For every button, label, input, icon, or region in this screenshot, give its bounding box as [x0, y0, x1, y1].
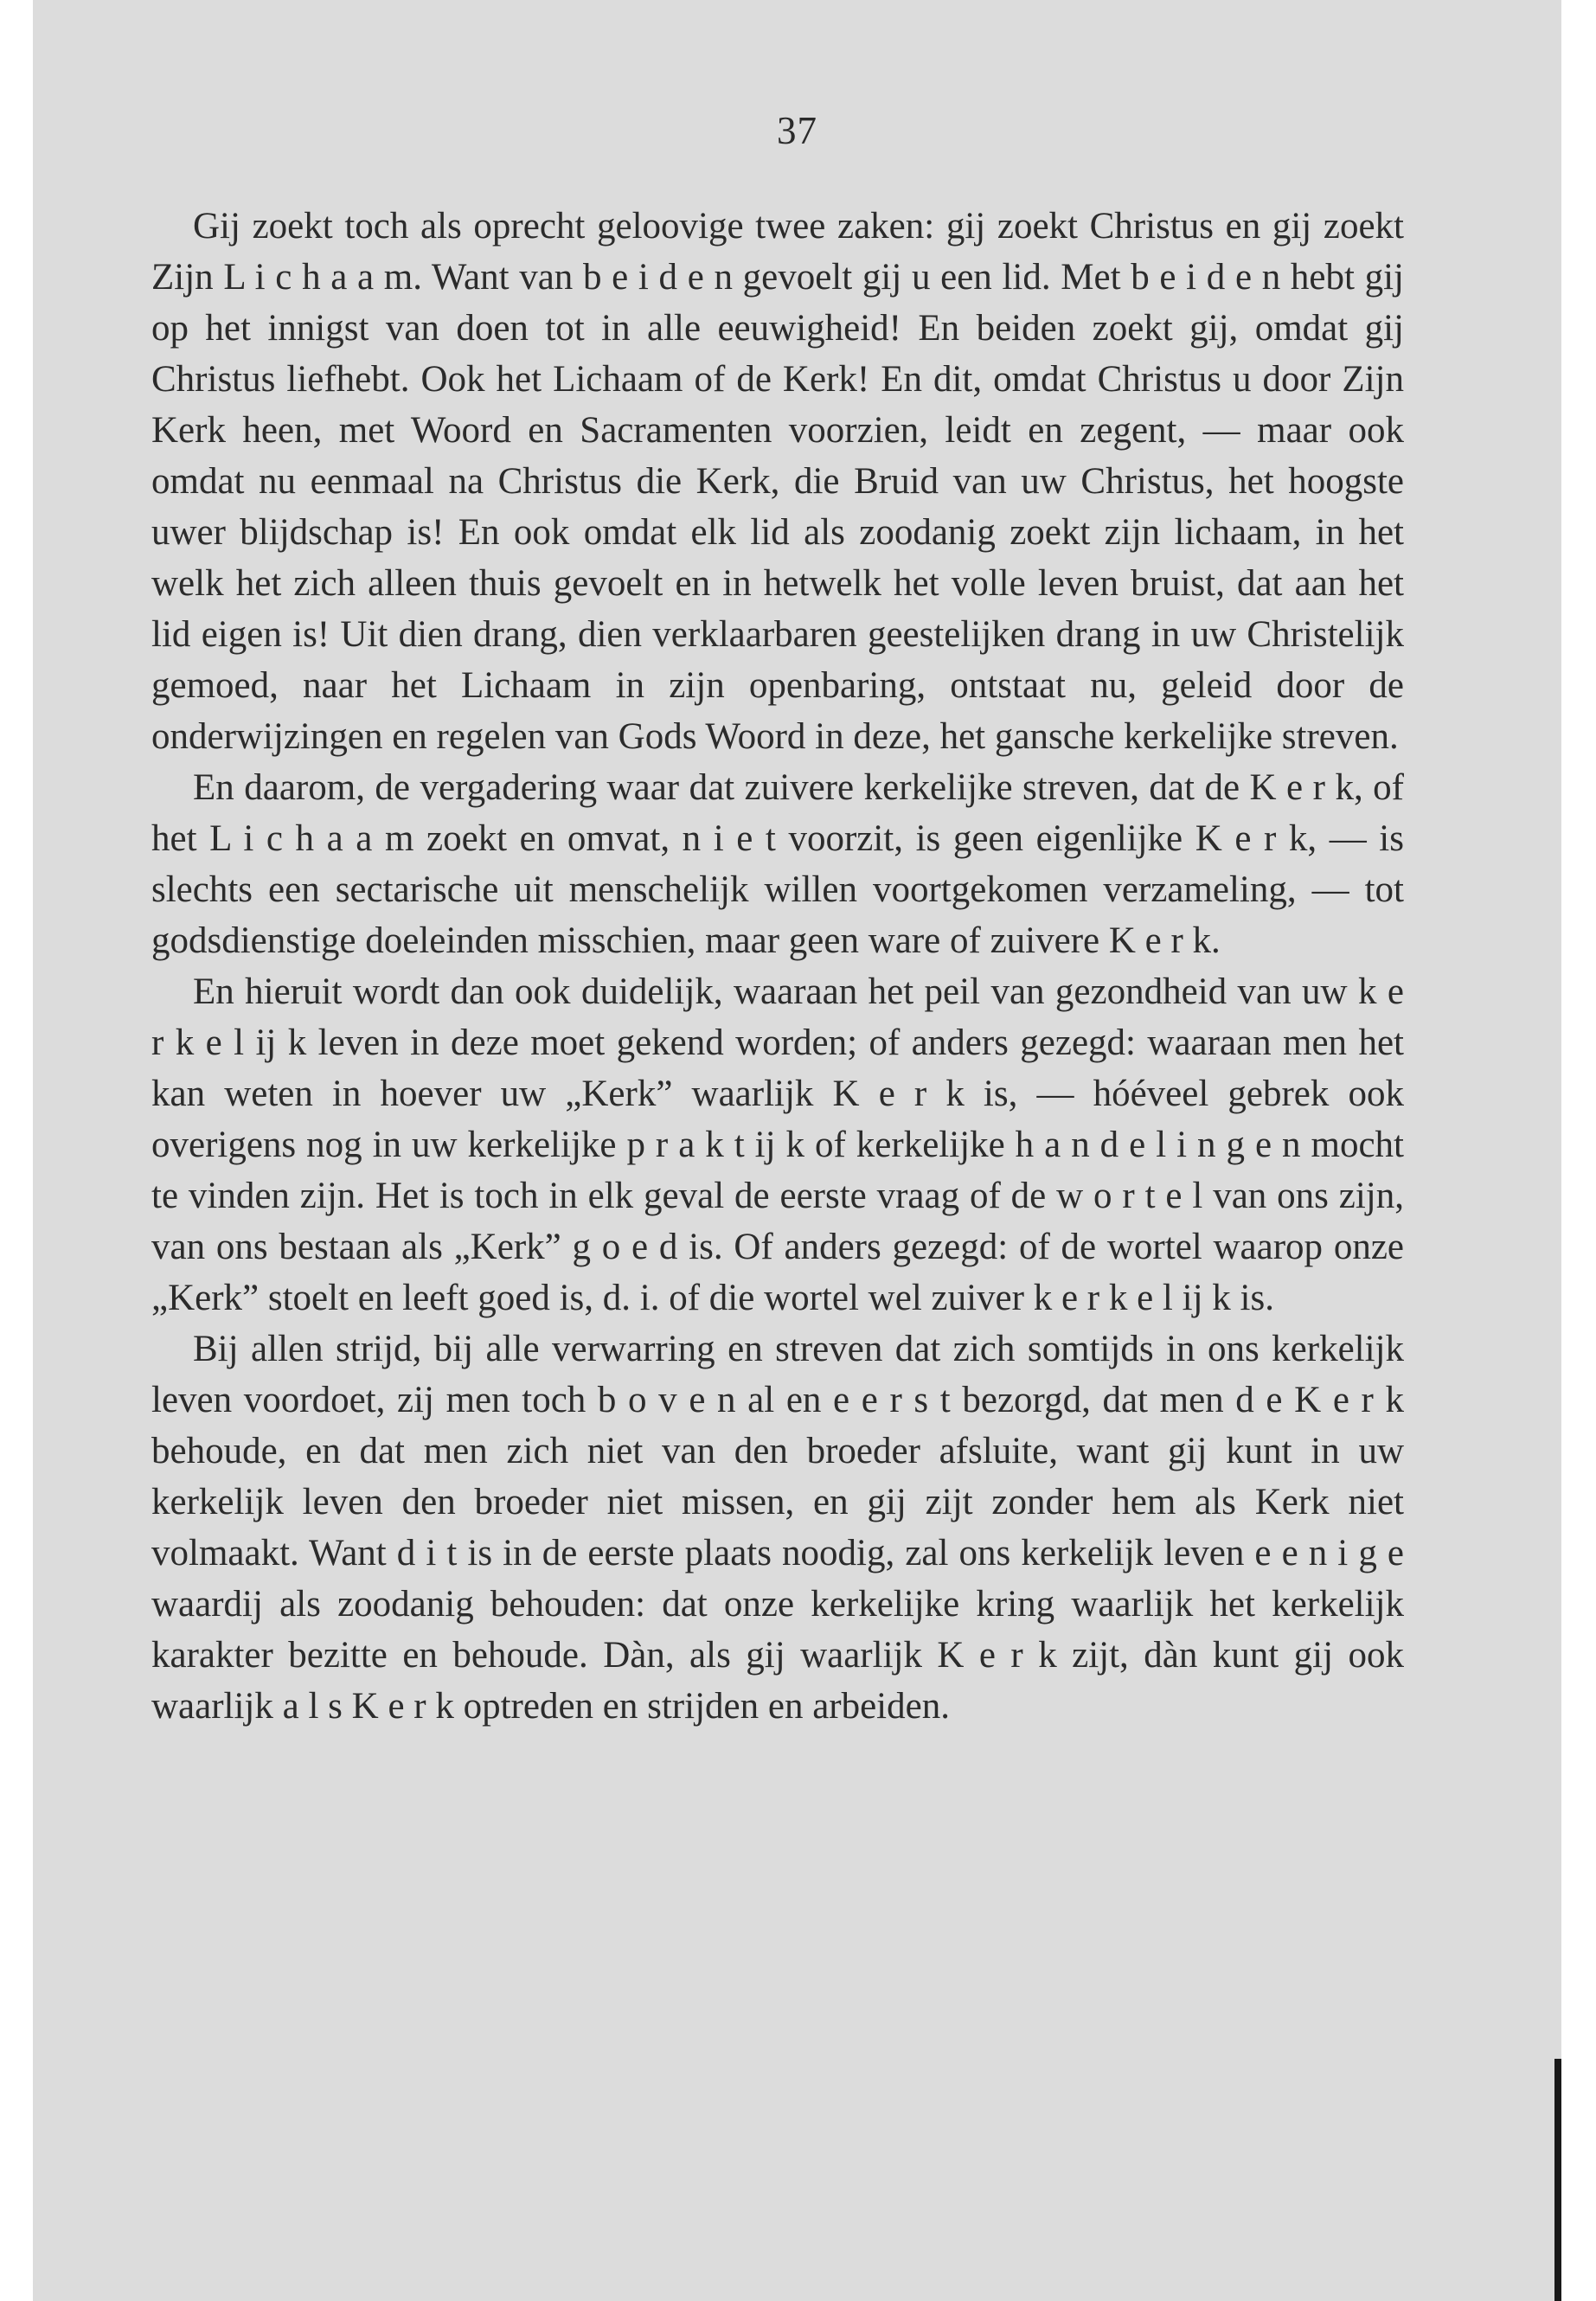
paragraph-4: Bij allen strijd, bij alle verwarring en streven dat zich somtijds in ons kerkelijk leven voordoet, zij men toch b o v e n al en e e r s t bezorgd, dat men d e K e r k behoude, en dat men zich niet van den broeder afsluite, want gij kunt in uw kerkelijk leven den broeder niet missen, en gij zijt zonder hem als Kerk niet volmaakt. Want d i t is in de eerste plaats noodig, zal ons kerkelijk leven e e n i g e waardij als zoodanig behouden: dat onze kerkelijke kring waarlijk het kerkelijk karakter bezitte en behoude. Dàn, als gij waarlijk K e r k zijt, dàn kunt gij ook waarlijk a l s K e r k optreden en strijden en arbeiden.	[151, 1329, 1404, 1727]
binding-shadow	[1554, 2059, 1561, 2301]
scan-border-right	[1561, 0, 1596, 2301]
paragraph-2: En daarom, de vergadering waar dat zuivere kerkelijke streven, dat de K e r k, of het L i c h a a m zoekt en omvat, n i e t voorzit, is geen eigenlijke K e r k, — is slechts een sectarische uit menschelijk willen voortgekomen verzameling, — tot godsdienstige doeleinden misschien, maar geen ware of zuivere K e r k.	[151, 767, 1404, 961]
paragraph-1: Gij zoekt toch als oprecht geloovige twee zaken: gij zoekt Christus en gij zoekt Zijn L i c h a a m. Want van b e i d e n gevoelt gij u een lid. Met b e i d e n hebt gij op het innigst van doen tot in alle eeuwigheid! En beiden zoekt gij, omdat gij Christus liefhebt. Ook het Lichaam of de Kerk! En dit, omdat Christus u door Zijn Kerk heen, met Woord en Sacramenten voorzien, leidt en zegent, — maar ook omdat nu eenmaal na Christus die Kerk, die Bruid van uw Christus, het hoogste uwer blijdschap is! En ook omdat elk lid als zoodanig zoekt zijn lichaam, in het welk het zich alleen thuis gevoelt en in hetwelk het volle leven bruist, dat aan het lid eigen is! Uit dien drang, dien verklaarbaren geestelijken drang in uw Christelijk gemoed, naar het Lichaam in zijn openbaring, ontstaat nu, geleid door de onderwijzingen en regelen van Gods Woord in deze, het gansche kerkelijke streven.	[151, 206, 1404, 757]
book-page	[33, 0, 1561, 2301]
page-number: 37	[777, 109, 817, 152]
paragraph-3: En hieruit wordt dan ook duidelijk, waaraan het peil van gezondheid van uw k e r k e l ij k leven in deze moet gekend worden; of anders gezegd: waaraan men het kan weten in hoever uw „Kerk” waarlijk K e r k is, — hóéveel gebrek ook overigens nog in uw kerkelijke p r a k t ij k of kerkelijke h a n d e l i n g e n mocht te vinden zijn. Het is toch in elk geval de eerste vraag of de w o r t e l van ons zijn, van ons bestaan als „Kerk” g o e d is. Of anders gezegd: of de wortel waarop onze „Kerk” stoelt en leeft goed is, d. i. of die wortel wel zuiver k e r k e l ij k is.	[151, 971, 1404, 1318]
body-text	[151, 201, 1404, 1732]
scan-border-left	[0, 0, 33, 2301]
